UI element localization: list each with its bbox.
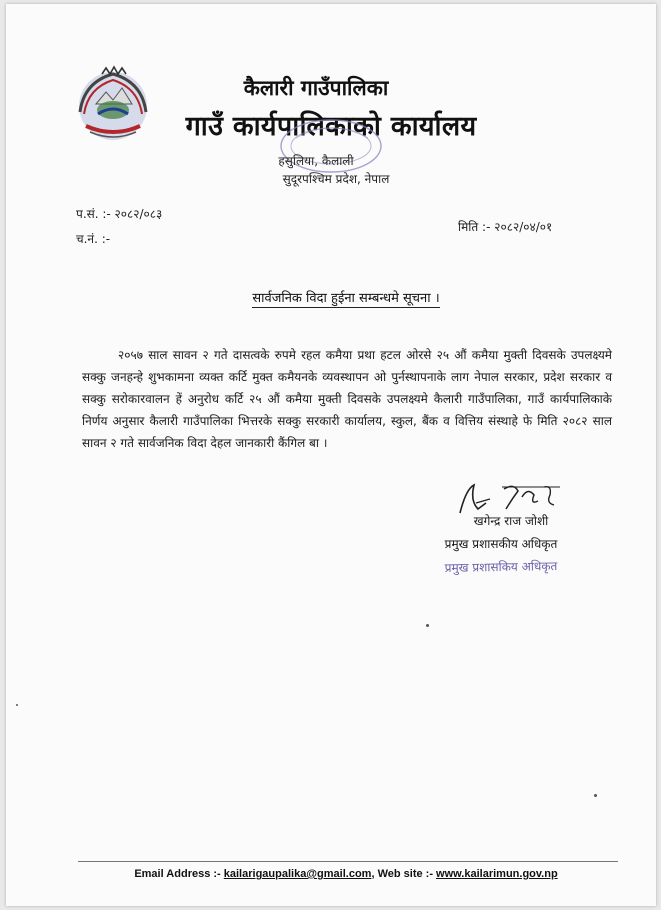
office-name: गाउँ कार्यपालिकाको कार्यालय	[185, 111, 477, 142]
signatory-name: खगेन्द्र राज जोशी	[473, 514, 549, 528]
scan-speck	[426, 624, 429, 627]
scan-speck	[594, 794, 597, 797]
signatory-title: प्रमुख प्रशासकीय अधिकृत	[444, 537, 558, 551]
notice-subject	[156, 288, 536, 306]
address-line-1: हसुलिया, कैलाली	[278, 154, 354, 168]
dispatch-number: च.नं. :-	[76, 232, 111, 246]
signatory-stamp: प्रमुख प्रशासकिय अधिकृत	[444, 559, 558, 575]
website-label: , Web site :-	[371, 868, 437, 880]
notice-body	[82, 344, 612, 454]
address-line-2: सुदूरपश्चिम प्रदेश, नेपाल	[282, 172, 390, 186]
email-link[interactable]: kailarigaupalika@gmail.com	[223, 868, 372, 880]
notice-subject-text: सार्वजनिक विदा हुईना सम्बन्धमे सूचना ।	[252, 291, 440, 306]
website-link[interactable]: www.kailarimun.gov.np	[436, 868, 558, 880]
notice-body-text: २०५७ साल सावन २ गते दासत्वके रुपमे रहल कमैया प्रथा हटल ओरसे २५ औं कमैया मुक्ती दिवसके उपलक्ष्यमे सक्कु जनहन्हे शुभकामना व्यक्त कर्टि मुक्त कमैयनके व्यवस्थापन ओ पुर्नस्थापनाके लाग नेपाल सरकार, प्रदेश सरकार व सक्कु सरोकारवालन हें अनुरोध कर्टि २५ औं कमैया मुक्ती दिवसके उपलक्ष्यमे कैलारी गाउँपालिका, गाउँ कार्यपालिकाके निर्णय अनुसार कैलारी गाउँपालिका भित्तरके सक्कु सरकारी कार्यालय, स्कुल, बैंक व वित्तिय संस्थाहे फे मिति २०८२ साल सावन २ गते सार्वजनिक विदा देहल जानकारी कैंगिल बा ।	[82, 348, 612, 450]
reference-number: प.सं. :- २०८२/०८३	[76, 207, 163, 221]
municipality-name: कैलारी गाउँपालिका	[243, 76, 389, 100]
nepal-emblem-icon	[72, 64, 154, 144]
scan-speck	[16, 704, 18, 706]
footer-divider	[78, 861, 618, 862]
document-page	[6, 4, 656, 906]
issue-date: मिति :- २०८२/०४/०१	[458, 220, 553, 234]
footer-contact	[46, 868, 646, 880]
email-label: Email Address :-	[134, 868, 224, 880]
